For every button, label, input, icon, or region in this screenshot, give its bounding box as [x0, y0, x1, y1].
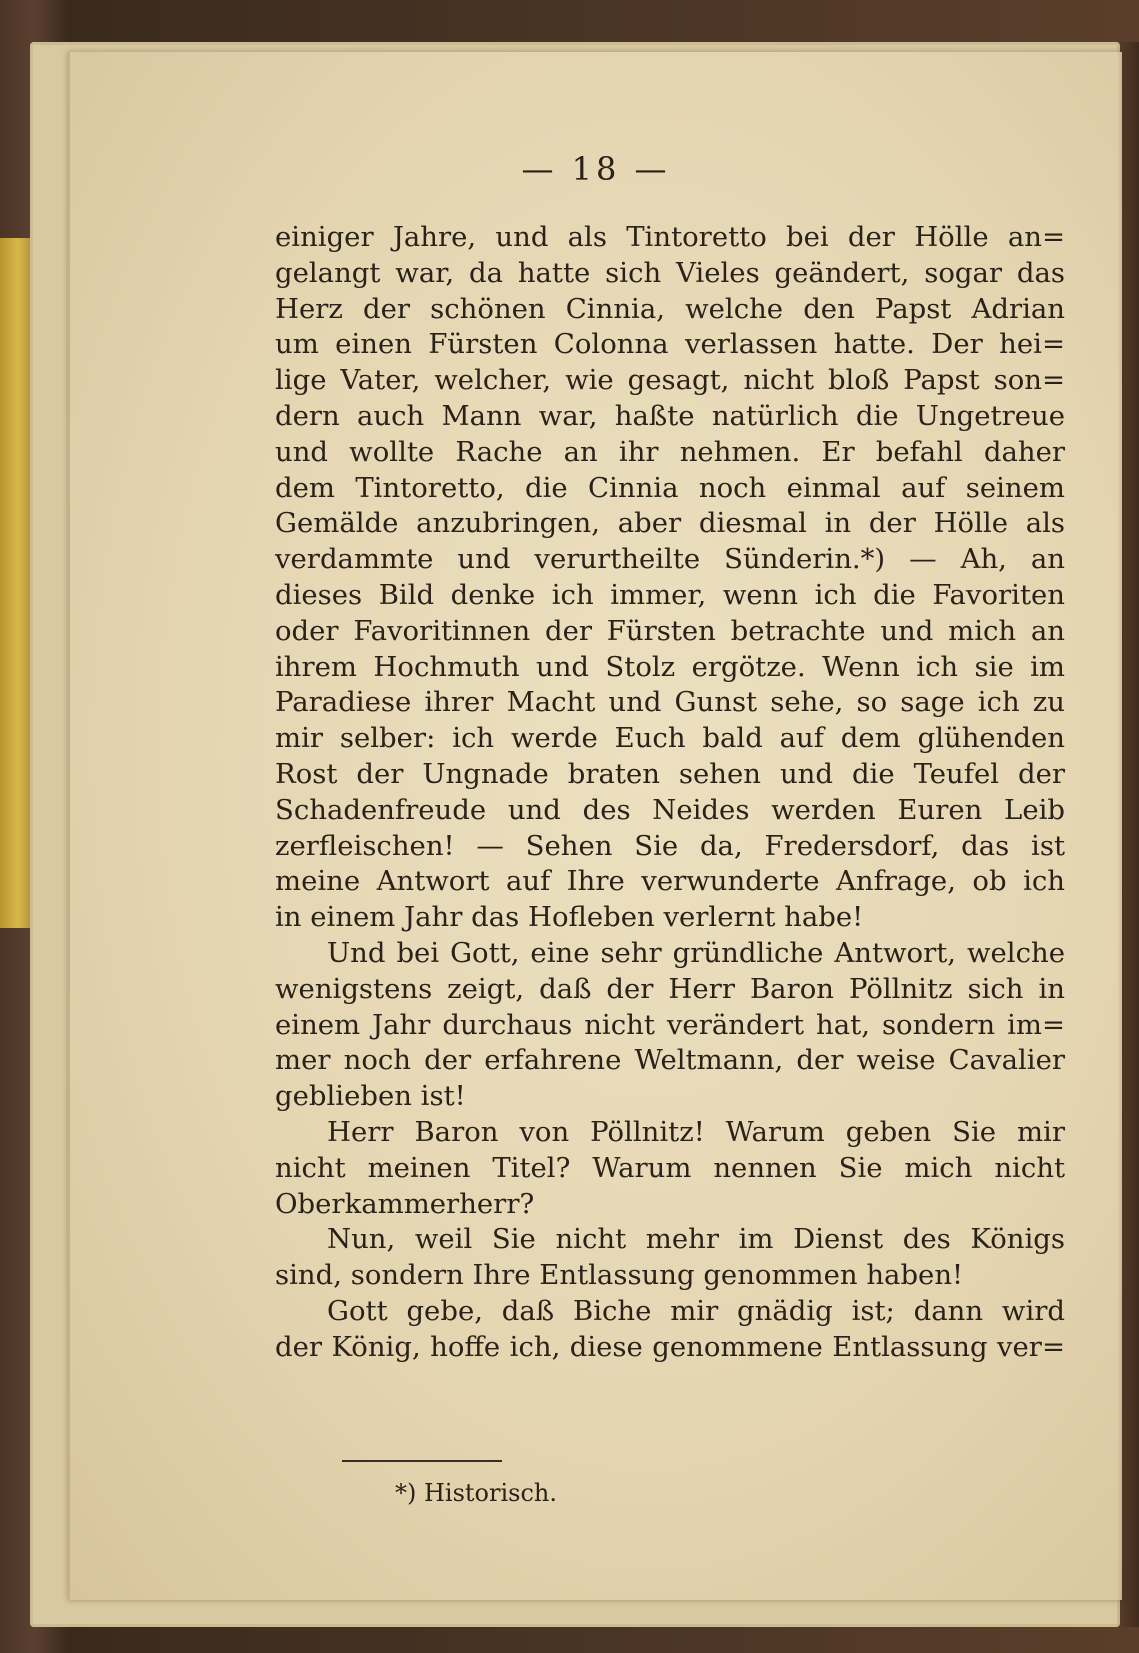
text-line: sind, sondern Ihre Entlassung genommen haben!: [275, 1259, 964, 1292]
page-edge-shadow: [1117, 42, 1139, 1627]
text-line: Gemälde anzubringen, aber diesmal in der Hölle als: [275, 507, 1065, 540]
text-line: Herz der schönen Cinnia, welche den Papst Adrian: [275, 292, 1065, 325]
text-line: einem Jahr durchaus nicht verändert hat, sondern im=: [275, 1008, 1065, 1041]
text-line: der König, hoffe ich, diese genommene Entlassung ver=: [275, 1330, 1065, 1363]
text-line: verdammte und verurtheilte Sünderin.*) — Ah, an: [275, 543, 1065, 576]
text-line: in einem Jahr das Hofleben verlernt habe!: [275, 901, 864, 934]
text-line: um einen Fürsten Colonna verlassen hatte. Der hei=: [275, 328, 1065, 361]
footnote-rule: [342, 1460, 502, 1462]
text-line: Paradiese ihrer Macht und Gunst sehe, so sage ich zu: [275, 686, 1065, 719]
text-line: dem Tintoretto, die Cinnia noch einmal auf seinem: [275, 471, 1065, 504]
text-line: meine Antwort auf Ihre verwunderte Anfrage, ob ich: [275, 865, 1065, 898]
text-line: gelangt war, da hatte sich Vieles geändert, sogar das: [275, 256, 1065, 289]
text-line: Nun, weil Sie nicht mehr im Dienst des Königs: [327, 1223, 1065, 1256]
text-line: geblieben ist!: [275, 1080, 466, 1113]
text-line: Rost der Ungnade braten sehen und die Teufel der: [275, 757, 1065, 790]
text-line: Gott gebe, daß Biche mir gnädig ist; dann wird: [327, 1294, 1065, 1327]
text-line: mir selber: ich werde Euch bald auf dem glühenden: [275, 722, 1065, 755]
bookmark-ribbon: [0, 238, 30, 928]
text-line: ihrem Hochmuth und Stolz ergötze. Wenn ich sie im: [275, 650, 1065, 683]
book-page: [68, 52, 1122, 1600]
text-line: dern auch Mann war, haßte natürlich die Ungetreue: [275, 399, 1065, 432]
footnote: *) Historisch.: [395, 1479, 557, 1507]
text-line: mer noch der erfahrene Weltmann, der weise Cavalier: [275, 1044, 1065, 1077]
text-line: Oberkammerherr?: [275, 1187, 535, 1220]
text-line: nicht meinen Titel? Warum nennen Sie mich nicht: [275, 1151, 1065, 1184]
text-line: zerfleischen! — Sehen Sie da, Fredersdorf, das ist: [275, 829, 1065, 862]
text-line: Und bei Gott, eine sehr gründliche Antwort, welche: [327, 936, 1065, 969]
text-line: Herr Baron von Pöllnitz! Warum geben Sie mir: [327, 1115, 1065, 1148]
text-line: einiger Jahre, und als Tintoretto bei der Hölle an=: [275, 221, 1065, 253]
text-line: lige Vater, welcher, wie gesagt, nicht bloß Papst son=: [275, 364, 1065, 397]
text-line: wenigstens zeigt, daß der Herr Baron Pöllnitz sich in: [275, 972, 1065, 1005]
text-line: und wollte Rache an ihr nehmen. Er befahl daher: [275, 435, 1065, 468]
text-line: dieses Bild denke ich immer, wenn ich die Favoriten: [275, 578, 1065, 611]
page-number: — 18 —: [521, 150, 671, 188]
text-line: oder Favoritinnen der Fürsten betrachte und mich an: [275, 614, 1065, 647]
text-line: Schadenfreude und des Neides werden Euren Leib: [275, 793, 1065, 826]
body-text: [275, 220, 1065, 1366]
